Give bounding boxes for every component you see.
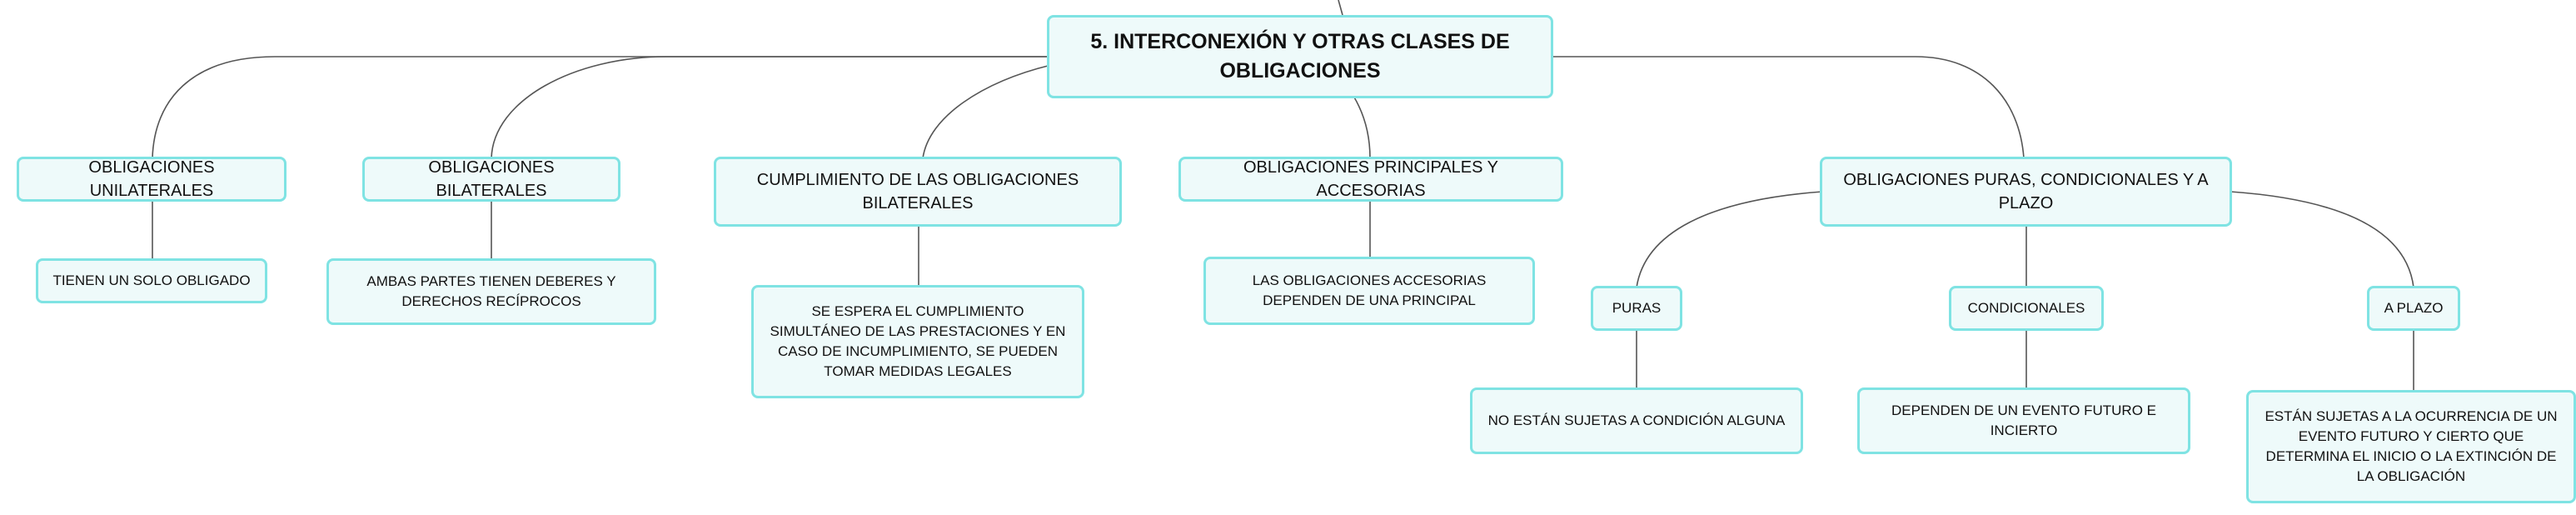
subtopic-cumplimiento-simultaneo[interactable] [751, 285, 1084, 398]
detail-puras[interactable] [1470, 388, 1803, 454]
subtopic-label: PURAS [1612, 300, 1662, 317]
topic-obligaciones-principales-accesorias[interactable] [1178, 157, 1563, 202]
subtopic-label: SE ESPERA EL CUMPLIMIENTO SIMULTÁNEO DE LAS PRESTACIONES Y EN CASO DE INCUMPLIMIENTO, SE PUEDEN TOMAR MEDIDAS LEGALES [770, 303, 1066, 379]
subtopic-tienen-un-solo-obligado[interactable] [36, 258, 267, 303]
topic-cumplimiento-obligaciones-bilaterales[interactable] [714, 157, 1122, 227]
root-topic-label: 5. INTERCONEXIÓN Y OTRAS CLASES DE OBLIGACIONES [1090, 30, 1510, 82]
subtopic-accesorias-dependen[interactable] [1203, 257, 1535, 325]
connector-group-puras [1637, 192, 1822, 288]
topic-obligaciones-bilaterales[interactable] [362, 157, 620, 202]
detail-a-plazo[interactable] [2246, 390, 2576, 503]
detail-label: NO ESTÁN SUJETAS A CONDICIÓN ALGUNA [1487, 412, 1786, 429]
connector-parent [1338, 0, 1343, 15]
topic-label: OBLIGACIONES PURAS, CONDICIONALES Y A PLAZO [1843, 171, 2209, 212]
topic-obligaciones-unilaterales[interactable] [17, 157, 286, 202]
topic-label: OBLIGACIONES UNILATERALES [88, 158, 215, 200]
topic-label: CUMPLIMIENTO DE LAS OBLIGACIONES BILATERALES [756, 171, 1079, 212]
subtopic-label: AMBAS PARTES TIENEN DEBERES Y DERECHOS RECÍPROCOS [366, 273, 616, 309]
subtopic-ambas-partes[interactable] [326, 258, 656, 325]
connector-root-bilaterales [491, 57, 1051, 158]
connector-root-puras-condicionales [1552, 57, 2024, 158]
connector-root-unilaterales [152, 57, 1051, 158]
topic-label: OBLIGACIONES BILATERALES [428, 158, 555, 200]
subtopic-label: A PLAZO [2384, 300, 2444, 317]
subtopic-label: LAS OBLIGACIONES ACCESORIAS DEPENDEN DE UNA PRINCIPAL [1252, 272, 1487, 308]
subtopic-puras[interactable] [1591, 286, 1682, 331]
subtopic-condicionales[interactable] [1949, 286, 2104, 331]
detail-label: DEPENDEN DE UN EVENTO FUTURO E INCIERTO [1891, 402, 2156, 438]
connector-root-principales [1353, 96, 1370, 158]
subtopic-label: CONDICIONALES [1967, 300, 2085, 317]
topic-obligaciones-puras-condicionales-plazo[interactable] [1820, 157, 2232, 227]
detail-condicionales[interactable] [1857, 388, 2190, 454]
subtopic-a-plazo[interactable] [2367, 286, 2460, 331]
root-topic[interactable] [1047, 15, 1553, 98]
detail-label: ESTÁN SUJETAS A LA OCURRENCIA DE UN EVENTO FUTURO Y CIERTO QUE DETERMINA EL INICIO O LA EXTINCIÓN DE LA OBLIGACIÓN [2265, 408, 2558, 484]
topic-label: OBLIGACIONES PRINCIPALES Y ACCESORIAS [1243, 158, 1499, 200]
subtopic-label: TIENEN UN SOLO OBLIGADO [52, 272, 251, 289]
connector-group-aplazo [2230, 192, 2414, 288]
connector-root-cumplimiento [923, 65, 1051, 158]
